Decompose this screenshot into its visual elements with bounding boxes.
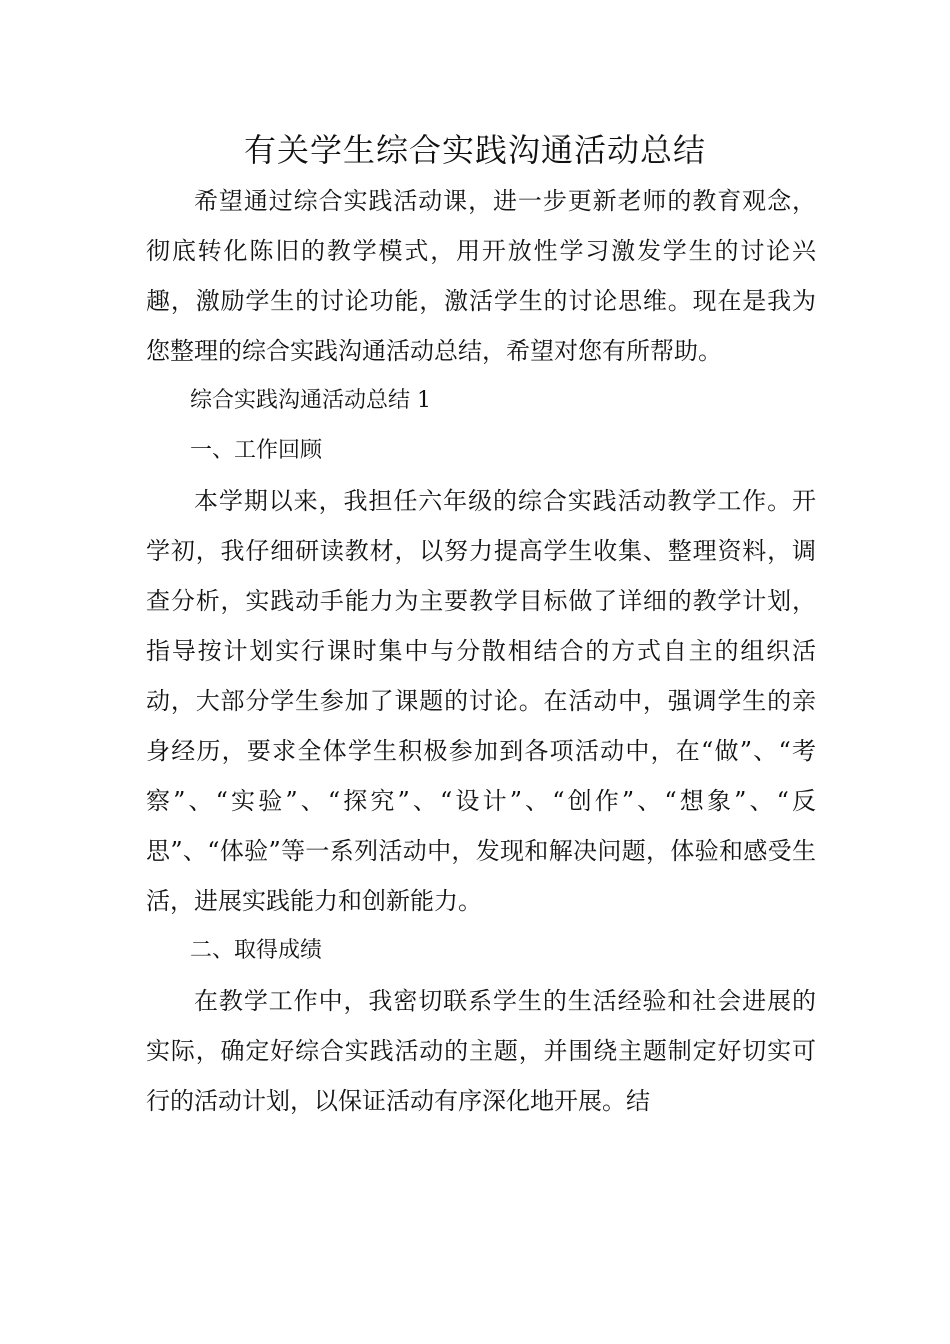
document-body	[146, 176, 816, 1126]
section-title: 综合实践沟通活动总结 1	[190, 388, 431, 413]
part1-heading: 一、工作回顾	[190, 438, 323, 463]
part2-paragraph: 在教学工作中，我密切联系学生的生活经验和社会进展的实际，确定好综合实践活动的主题，并围绕主题制定好切实可行的活动计划，以保证活动有序深化地开展。结	[146, 987, 816, 1115]
part1-paragraph: 本学期以来，我担任六年级的综合实践活动教学工作。开学初，我仔细研读教材，以努力提高学生收集、整理资料，调查分析，实践动手能力为主要教学目标做了详细的教学计划，指导按计划实行课时集中与分散相结合的方式自主的组织活动，大部分学生参加了课题的讨论。在活动中，强调学生的亲身经历，要求全体学生积极参加到各项活动中，在“做”、“考察”、“实验”、“探究”、“设计”、“创作”、“想象”、“反思”、“体验”等一系列活动中，发现和解决问题，体验和感受生活，进展实践能力和创新能力。	[146, 487, 816, 915]
part2-heading: 二、取得成绩	[190, 938, 323, 963]
intro-paragraph: 希望通过综合实践活动课，进一步更新老师的教育观念，彻底转化陈旧的教学模式，用开放性学习激发学生的讨论兴趣，激励学生的讨论功能，激活学生的讨论思维。现在是我为您整理的综合实践沟通活动总结，希望对您有所帮助。	[146, 187, 816, 365]
document-title: 有关学生综合实践沟通活动总结	[243, 131, 706, 169]
